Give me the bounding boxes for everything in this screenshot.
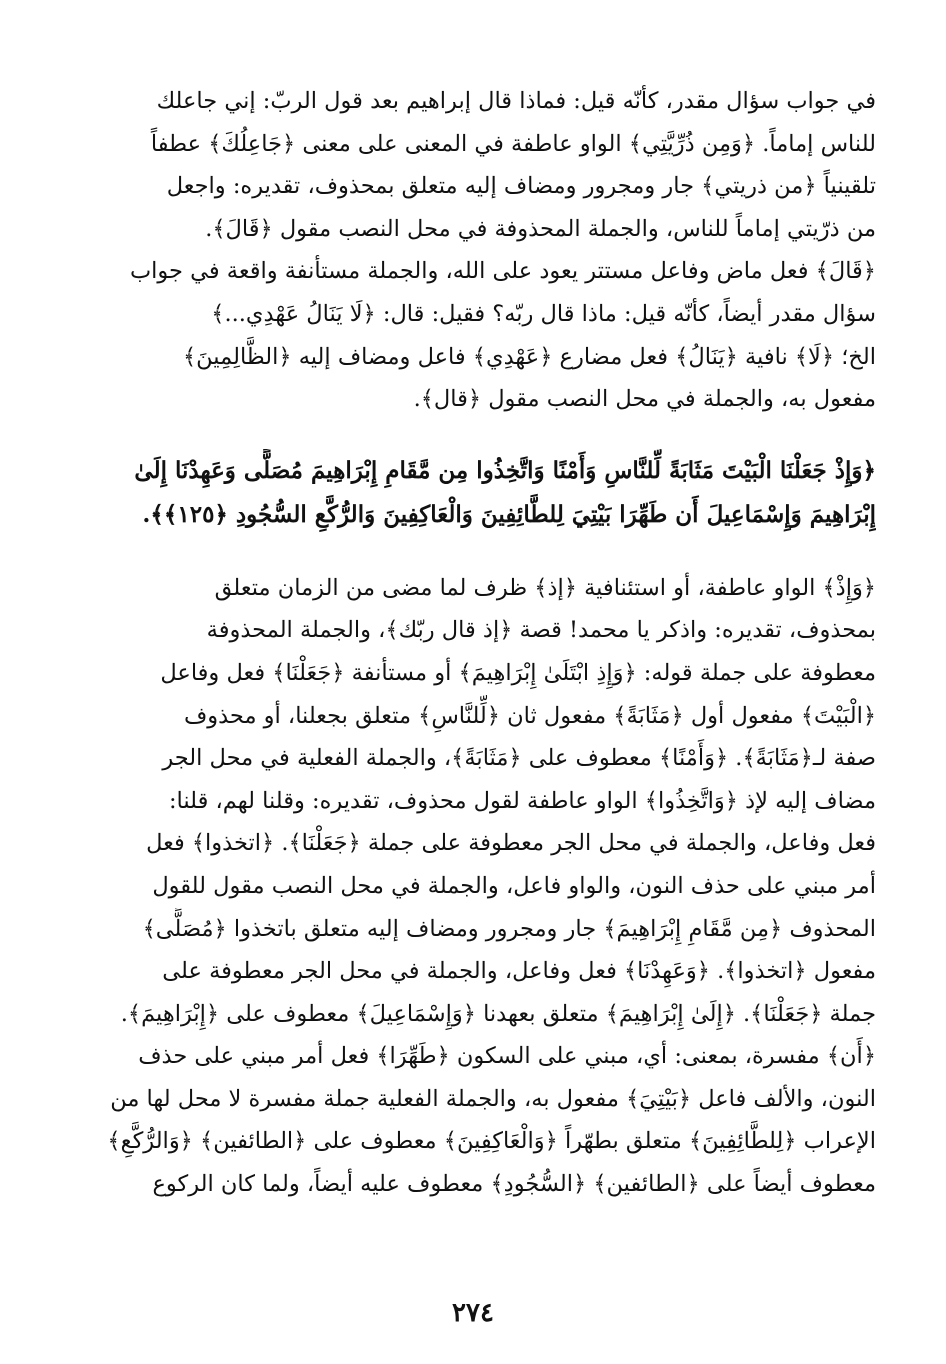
text-line: جملة ﴿جَعَلْنَا﴾. ﴿إِلَىٰ إِبْرَاهِيمَ﴾ متعلق بعهدنا ﴿وَإِسْمَاعِيلَ﴾ معطوف على ﴿إِبْرَاهِيمَ﴾. (120, 1000, 876, 1027)
text-line: ﴿الْبَيْتَ﴾ مفعول أول ﴿مَثَابَةً﴾ مفعول ثان ﴿لِّلنَّاسِ﴾ متعلق بجعلنا، أو محذوف (183, 702, 876, 729)
text-line: النون، والألف فاعل ﴿بَيْتِيَ﴾ مفعول به، والجملة الفعلية جملة مفسرة لا محل لها من (110, 1085, 876, 1112)
text-line: ﴿أَن﴾ مفسرة، بمعنى: أي، مبني على السكون ﴿طَهِّرَا﴾ فعل أمر مبني على حذف (138, 1043, 876, 1070)
text-line: معطوف أيضاً على ﴿الطائفين﴾ ﴿السُّجُودِ﴾ معطوف عليه أيضاً، ولما كان الركوع (152, 1171, 876, 1198)
page-number: ٢٧٤ (452, 1298, 494, 1328)
quran-verse (70, 449, 876, 537)
text-line: الخ؛ ﴿لَا﴾ نافية ﴿يَنَالُ﴾ فعل مضارع ﴿عَهْدِي﴾ فاعل ومضاف إليه ﴿الظَّالِمِينَ﴾ (182, 343, 876, 370)
text-line: بمحذوف، تقديره: واذكر يا محمد! قصة ﴿إذ قال ربّك﴾، والجملة المحذوفة (206, 617, 876, 644)
document-page (70, 80, 876, 1300)
text-line: صفة لـ﴿مَثَابَةً﴾. ﴿وَأَمْنًا﴾ معطوف على ﴿مَثَابَةً﴾، والجملة الفعلية في محل الجر (162, 745, 876, 772)
commentary-block-bottom (70, 567, 876, 1206)
text-line: في جواب سؤال مقدر، كأنّه قيل: فماذا قال إبراهيم بعد قول الربّ: إني جاعلك (156, 88, 876, 114)
text-line: فعل وفاعل، والجملة في محل الجر معطوفة على جملة ﴿جَعَلْنَا﴾. ﴿اتخذوا﴾ فعل (146, 830, 876, 857)
text-line: مفعول به، والجملة في محل النصب مقول ﴿قال﴾. (413, 386, 876, 413)
text-line: ﴿وَإِذْ﴾ الواو عاطفة، أو استئنافية ﴿إذ﴾ ظرف لما مضى من الزمان متعلق (214, 574, 876, 601)
text-line: الإعراب ﴿لِلطَّائِفِينَ﴾ متعلق بطهّراً ﴿وَالْعَاكِفِينَ﴾ معطوف على ﴿الطائفين﴾ ﴿وَالرُّكَّعِ﴾ (107, 1128, 876, 1155)
text-line: تلقينياً ﴿من ذريتي﴾ جار ومجرور ومضاف إليه متعلق بمحذوف، تقديره: واجعل (166, 173, 876, 200)
verse-line: إِبْرَاهِيمَ وَإِسْمَاعِيلَ أَن طَهِّرَا بَيْتِيَ لِلطَّائِفِينَ وَالْعَاكِفِينَ وَالرُّكَّعِ السُّجُودِ ﴿١٢٥﴾﴾. (142, 500, 876, 528)
commentary-block-top (70, 80, 876, 421)
text-line: من ذرّيتي إماماً للناس، والجملة المحذوفة في محل النصب مقول ﴿قَالَ﴾. (205, 215, 876, 242)
text-line: مفعول ﴿اتخذوا﴾. ﴿وَعَهِدْنَا﴾ فعل وفاعل، والجملة في محل الجر معطوفة على (162, 958, 876, 985)
text-line: للناس إماماً. ﴿وَمِن ذُرِّيَّتِي﴾ الواو عاطفة في المعنى على معنى ﴿جَاعِلُكَ﴾ عطفاً (150, 130, 876, 157)
text-line: مضاف إليه لإذ ﴿وَاتَّخِذُوا﴾ الواو عاطفة لقول محذوف، تقديره: وقلنا لهم، قلنا: (168, 787, 876, 814)
text-line: المحذوف ﴿مِن مَّقَامِ إِبْرَاهِيمَ﴾ جار ومجرور ومضاف إليه متعلق باتخذوا ﴿مُصَلًّى﴾ (142, 915, 876, 942)
text-line: أمر مبني على حذف النون، والواو فاعل، والجملة في محل النصب مقول للقول (152, 872, 876, 899)
text-line: معطوفة على جملة قوله: ﴿وَإِذِ ابْتَلَىٰ إِبْرَاهِيمَ﴾ أو مستأنفة ﴿جَعَلْنَا﴾ فعل وفاعل (160, 659, 876, 686)
text-line: ﴿قَالَ﴾ فعل ماض وفاعل مستتر يعود على الله، والجملة مستأنفة واقعة في جواب (130, 258, 876, 285)
verse-line: ﴿وَإِذْ جَعَلْنَا الْبَيْتَ مَثَابَةً لِّلنَّاسِ وَأَمْنًا وَاتَّخِذُوا مِن مَّقَامِ إِبْرَاهِيمَ مُصَلًّى وَعَهِدْنَا إِلَىٰ (134, 456, 876, 484)
text-line: سؤال مقدر أيضاً، كأنّه قيل: ماذا قال ربّه؟ فقيل: قال: ﴿لَا يَنَالُ عَهْدِي...﴾ (211, 300, 876, 327)
